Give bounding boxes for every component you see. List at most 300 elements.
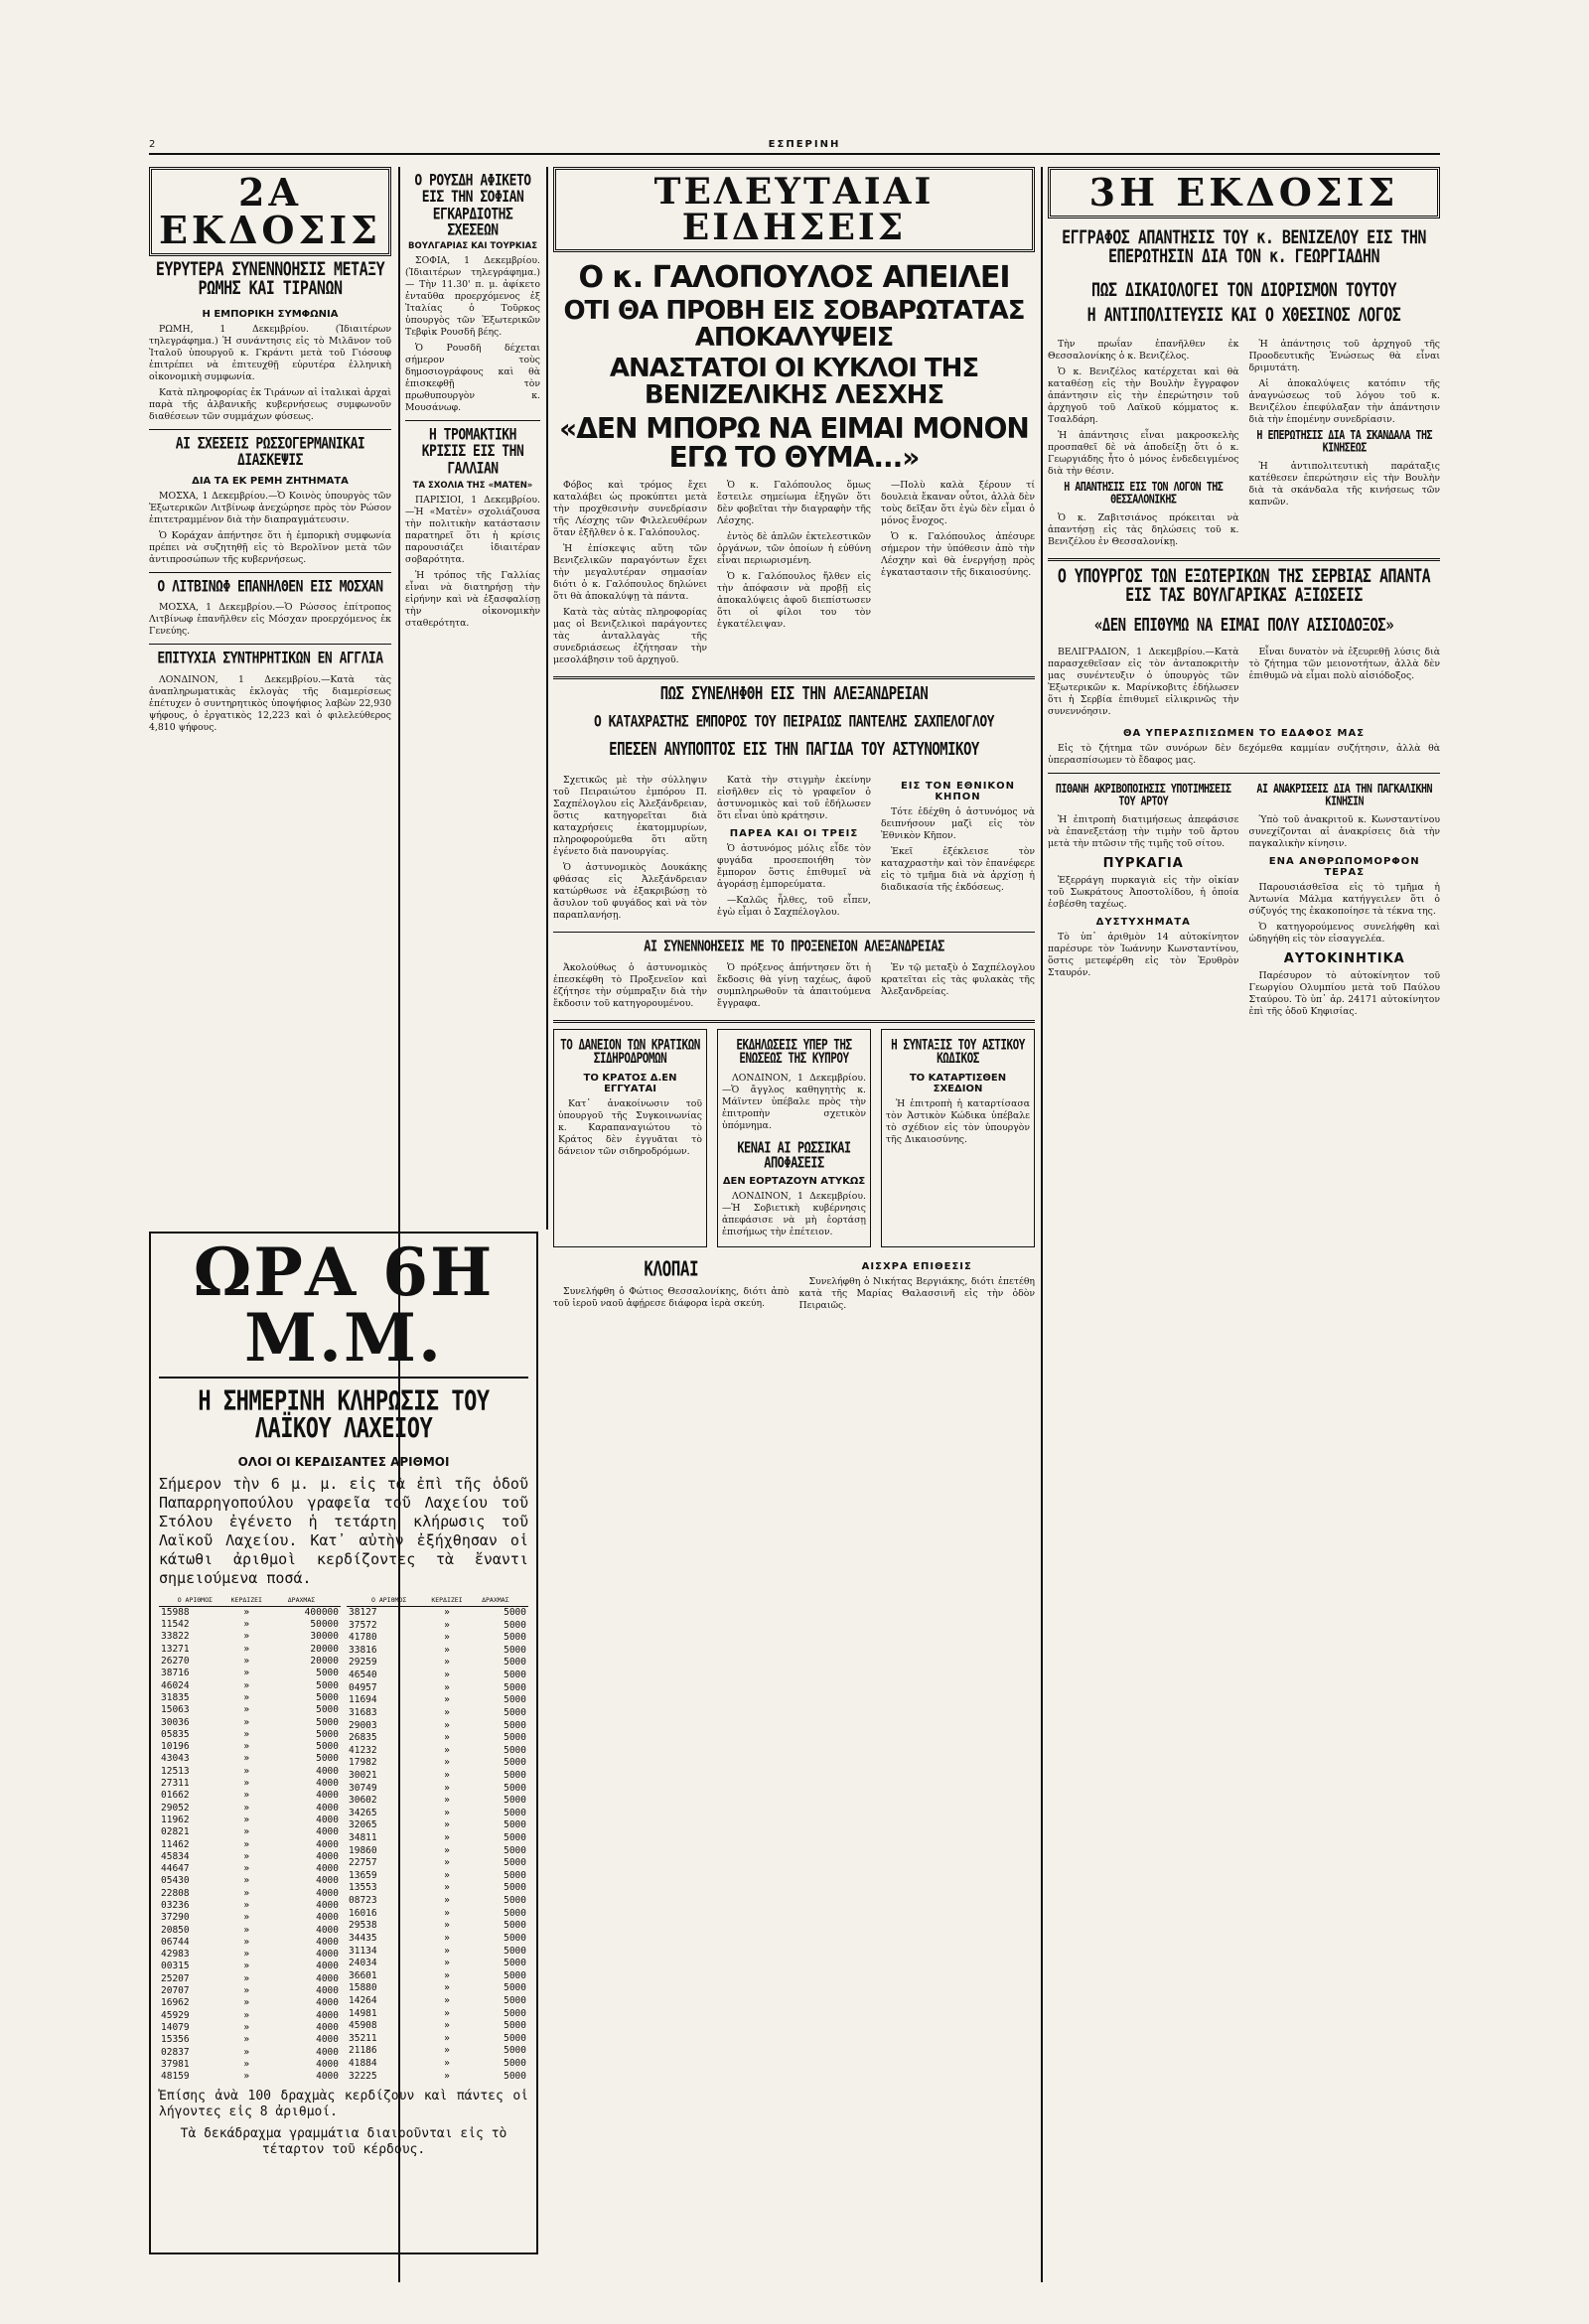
prize-amount: 5000 xyxy=(316,1668,339,1679)
lottery-subhead: ΟΛΟΙ ΟΙ ΚΕΡΔΙΣΑΝΤΕΣ ΑΡΙΘΜΟΙ xyxy=(237,1454,450,1469)
prize-amount: 5000 xyxy=(504,1694,526,1706)
paragraph: Τὴν πρωΐαν ἐπανῆλθεν ἐκ Θεσσαλονίκης ὁ κ. Βενιζέλος. xyxy=(1048,339,1239,363)
paragraph: Ἡ ἀπάντησις εἶναι μακροσκελὴς προσπαθεῖ δὲ νὰ ἀποδείξῃ ὅτι ὁ κ. Γεωργιάδης ἦτο ὁ μόνος ἐνδεδειγμένος διὰ τὴν θέσιν. xyxy=(1048,430,1239,478)
divider xyxy=(553,932,1035,933)
section-head: ΠΑΡΕΑ ΚΑΙ ΟΙ ΤΡΕΙΣ xyxy=(729,828,859,840)
paragraph: Σχετικῶς μὲ τὴν σύλληψιν τοῦ Πειραιώτου ἐμπόρου Π. Σαχπέλογλου εἰς Ἀλεξάνδρειαν, ὅστις κατηγορεῖται διὰ καταχρήσεις ἐκατομμυρίων, πληροφορούμεθα ὅτι αὕτη ἐγένετο διὰ πανουργίας. xyxy=(553,775,707,858)
ticket-number: 02837 xyxy=(161,2046,190,2058)
results-table-wrap xyxy=(159,1594,528,2084)
ticket-number: 11962 xyxy=(161,1814,190,1825)
paragraph: Ἡ ἐπιτροπὴ διατιμήσεως ἀπεφάσισε νὰ ἐπανεξετάσῃ τὴν τιμὴν τοῦ ἄρτου μετὰ τὴν πτῶσιν τῆς τιμῆς τοῦ σίτου. xyxy=(1048,813,1239,849)
paragraph: Τὸ ὑπ᾽ ἀριθμὸν 14 αὐτοκίνητον παρέσυρε τὸν Ἰωάννην Κωνσταντίνου, ὅστις μετεφέρθη εἰς τὸν Ἐρυθρὸν Σταυρόν. xyxy=(1048,931,1239,978)
ditto-mark: » xyxy=(243,1679,250,1691)
prize-amount: 5000 xyxy=(504,1681,526,1693)
ditto-mark: » xyxy=(243,1997,250,2009)
headline: Η ΕΠΕΡΩΤΗΣΙΣ ΔΙΑ ΤΑ ΣΚΑΝΔΑΛΑ ΤΗΣ ΚΙΝΗΣΕΩΣ xyxy=(1256,428,1433,456)
ditto-mark: » xyxy=(444,1657,450,1669)
edition-3-banner: 3Η ΕΚΔΟΣΙΣ xyxy=(1048,167,1440,218)
col-header-amount: ΔΡΑΧΜΑΣ xyxy=(262,1594,341,1607)
ditto-mark: » xyxy=(243,1826,250,1838)
headline: ΠΙΘΑΝΗ ΑΚΡΙΒΟΠΟΙΗΣΙΣ ΥΠΟΤΙΜΗΣΕΙΣ ΤΟΥ ΑΡΤΟΥ xyxy=(1055,783,1231,809)
ticket-number: 46540 xyxy=(349,1670,377,1681)
subhead: ΤΑ ΣΧΟΛΙΑ ΤΗΣ «ΜΑΤΕΝ» xyxy=(412,480,533,491)
table-row xyxy=(159,2010,341,2022)
paragraph: Ὁ κ. Ζαβιτσιάνος πρόκειται νὰ ἀπαντήσῃ εἰς τὰς δηλώσεις τοῦ κ. Βενιζέλου ἐν Θεσσαλονίκῃ. xyxy=(1048,511,1239,547)
prize-amount: 4000 xyxy=(316,1997,339,2009)
prize-amount: 5000 xyxy=(316,1691,339,1703)
table-row xyxy=(159,1900,341,1912)
paragraph: Παρέσυρον τὸ αὐτοκίνητον τοῦ Γεωργίου Ολυμπίου μετὰ τοῦ Παύλου Σταύρου. Τὸ ὑπ᾽ ἀρ. 24171 αὐτοκίνητον ἐπὶ τῆς ὁδοῦ Κηφισίας. xyxy=(1248,969,1440,1017)
ditto-mark: » xyxy=(444,1969,450,1981)
ditto-mark: » xyxy=(444,1607,450,1619)
column-right xyxy=(1048,167,1440,2282)
prize-amount: 5000 xyxy=(504,1994,526,2006)
headline: ΤΟ ΔΑΝΕΙΟΝ ΤΩΝ ΚΡΑΤΙΚΩΝ ΣΙΔΗΡΟΔΡΟΜΩΝ xyxy=(560,1037,700,1068)
ditto-mark: » xyxy=(444,1744,450,1756)
ticket-number: 46024 xyxy=(161,1679,190,1691)
table-row xyxy=(159,1680,341,1692)
section-head: ΠΥΡΚΑΓΙΑ xyxy=(1102,855,1184,871)
ditto-mark: » xyxy=(444,1769,450,1781)
prize-amount: 5000 xyxy=(504,1607,526,1619)
story-loan xyxy=(553,1029,707,1247)
ticket-number: 13553 xyxy=(349,1882,377,1894)
ditto-mark: » xyxy=(444,1732,450,1744)
headline: «ΔΕΝ ΕΠΙΘΥΜΩ ΝΑ ΕΙΜΑΙ ΠΟΛΥ ΑΙΣΙΟΔΟΞΟΣ» xyxy=(1093,615,1394,636)
paragraph: Ὁ πρόξενος ἀπήντησεν ὅτι ἡ ἔκδοσις θὰ γίνῃ ταχέως, ἀφοῦ συμπληρωθοῦν τὰ ἀπαιτούμενα ἔγγραφα. xyxy=(717,962,871,1010)
paragraph: Ὁ ἀστυνομικὸς Δουκάκης φθάσας εἰς Ἀλεξάνδρειαν κατώρθωσε νὰ ἐξακριβώσῃ τὸ ἄσυλον τοῦ φυγάδος καὶ νὰ τὸν παραπλανήσῃ. xyxy=(553,862,707,922)
ditto-mark: » xyxy=(243,1961,250,1972)
ticket-number: 27311 xyxy=(161,1778,190,1790)
divider xyxy=(1048,773,1440,774)
ticket-number: 14079 xyxy=(161,2021,190,2033)
ditto-mark: » xyxy=(444,2045,450,2057)
ditto-mark: » xyxy=(444,1670,450,1681)
ditto-mark: » xyxy=(243,1972,250,1984)
prize-amount: 5000 xyxy=(504,2070,526,2082)
prize-amount: 5000 xyxy=(504,1945,526,1957)
ticket-number: 22808 xyxy=(161,1887,190,1899)
prize-amount: 5000 xyxy=(504,1958,526,1969)
ticket-number: 30749 xyxy=(349,1782,377,1794)
ditto-mark: » xyxy=(444,1619,450,1631)
prize-amount: 4000 xyxy=(316,1924,339,1936)
paragraph: ΠΑΡΙΣΙΟΙ, 1 Δεκεμβρίου.—Ἡ «Ματὲν» σχολιάζουσα τὴν πολιτικὴν κατάστασιν παρατηρεῖ ὅτι ἡ κρίσις παρουσιάζει ἰδιαιτέραν σοβαρότητα. xyxy=(405,494,540,565)
ditto-mark: » xyxy=(444,2057,450,2069)
table-row xyxy=(159,1753,341,1765)
table-row xyxy=(159,1985,341,1997)
prize-amount: 4000 xyxy=(316,1949,339,1961)
ticket-number: 02821 xyxy=(161,1826,190,1838)
ticket-number: 41780 xyxy=(349,1632,377,1644)
prize-amount: 20000 xyxy=(310,1643,339,1655)
ticket-number: 43043 xyxy=(161,1753,190,1765)
ditto-mark: » xyxy=(444,1795,450,1807)
prize-amount: 5000 xyxy=(504,1782,526,1794)
col-header-number: Ο ΑΡΙΘΜΟΣ xyxy=(159,1594,231,1607)
headline: ΠΩΣ ΔΙΚΑΙΟΛΟΓΕΙ ΤΟΝ ΔΙΟΡΙΣΜΟΝ ΤΟΥΤΟΥ xyxy=(1090,278,1397,301)
lottery-headline: Η ΣΗΜΕΡΙΝΗ ΚΛΗΡΩΣΙΣ ΤΟΥ ΛΑΪΚΟΥ ΛΑΧΕΙΟΥ xyxy=(198,1385,490,1445)
prize-amount: 5000 xyxy=(504,1706,526,1718)
newspaper-page xyxy=(149,139,1440,2284)
divider xyxy=(553,1020,1035,1023)
ditto-mark: » xyxy=(243,1790,250,1802)
ticket-number: 48159 xyxy=(161,2071,190,2083)
ticket-number: 42983 xyxy=(161,1949,190,1961)
ditto-mark: » xyxy=(243,1875,250,1887)
ticket-number: 44647 xyxy=(161,1863,190,1875)
ditto-mark: » xyxy=(243,1814,250,1825)
headline: Η ΑΝΤΙΠΟΛΙΤΕΥΣΙΣ ΚΑΙ Ο ΧΘΕΣΙΝΟΣ ΛΟΓΟΣ xyxy=(1086,303,1401,326)
ditto-mark: » xyxy=(243,1912,250,1924)
ticket-number: 15880 xyxy=(349,1982,377,1994)
paragraph: Ἡ ἀπάντησις τοῦ ἀρχηγοῦ τῆς Προοδευτικῆς Ἑνώσεως θὰ εἶναι δριμυτάτη. xyxy=(1248,339,1440,374)
table-row xyxy=(347,1632,528,1645)
ticket-number: 37572 xyxy=(349,1619,377,1631)
table-row xyxy=(347,1908,528,1921)
ticket-number: 21186 xyxy=(349,2045,377,2057)
subhead: ΤΟ ΚΑΤΑΡΤΙΣΘΕΝ ΣΧΕΔΙΟΝ xyxy=(909,1072,1007,1094)
ticket-number: 33822 xyxy=(161,1631,190,1643)
ticket-number: 06744 xyxy=(161,1936,190,1948)
ticket-number: 16016 xyxy=(349,1907,377,1919)
lottery-footer: Ἐπίσης ἀνὰ 100 δραχμὰς κερδίζουν καὶ πάντες οἱ λήγοντες εἰς 8 ἀριθμοί. xyxy=(159,2089,528,2120)
ditto-mark: » xyxy=(243,2046,250,2058)
table-row xyxy=(347,1795,528,1808)
paragraph: Ὑπὸ τοῦ ἀνακριτοῦ κ. Κωνσταντίνου συνεχίζονται αἱ ἀνακρίσεις διὰ τὴν παγκαλικὴν κίνησιν. xyxy=(1248,813,1440,849)
prize-amount: 5000 xyxy=(316,1753,339,1765)
paragraph: ΡΩΜΗ, 1 Δεκεμβρίου. (Ἰδιαιτέρων τηλεγράφημα.) Ἡ συνάντησις εἰς τὸ Μιλᾶνον τοῦ Ἰταλοῦ ὑπουργοῦ κ. Γκράντι μετὰ τοῦ Γιόσουφ ἐπιτρέπει νὰ ἐπιτευχθῇ εὐρυτέρα ἑλληνικὴ οἰκονομικὴ συμφωνία. xyxy=(149,323,391,382)
prize-amount: 5000 xyxy=(504,1882,526,1894)
ticket-number: 36601 xyxy=(349,1969,377,1981)
prize-amount: 5000 xyxy=(504,1795,526,1807)
ditto-mark: » xyxy=(243,1985,250,1997)
ticket-number: 31835 xyxy=(161,1691,190,1703)
headline: Η ΑΠΑΝΤΗΣΙΣ ΕΙΣ ΤΟΝ ΛΟΓΟΝ ΤΗΣ ΘΕΣΣΑΛΟΝΙΚΗΣ xyxy=(1064,480,1224,508)
prize-amount: 5000 xyxy=(504,1832,526,1844)
table-row xyxy=(159,1766,341,1778)
ticket-number: 29003 xyxy=(349,1719,377,1731)
paragraph: Ὁ Κοράχαν ἀπήντησε ὅτι ἡ ἐμπορικὴ συμφωνία πρέπει νὰ συζητηθῇ εἰς τὸ Βερολῖνον μετὰ τῶν ἀντιπροσώπων τῆς κυβερνήσεως. xyxy=(149,530,391,566)
table-row xyxy=(159,1937,341,1949)
section-head: ΑΙΣΧΡΑ ΕΠΙΘΕΣΙΣ xyxy=(861,1261,972,1273)
prize-amount: 5000 xyxy=(504,1920,526,1932)
paragraph: ΜΟΣΧΑ, 1 Δεκεμβρίου.—Ὁ Κοινὸς ὑπουργὸς τῶν Ἐξωτερικῶν Λιτβίνωφ ἀνεχώρησε πρὸς τὸν Ρώσον ἐπιτετραμμένον διὰ τὴν διαπραγμάτευσιν. xyxy=(149,491,391,526)
paragraph: Κατ᾽ ἀνακοίνωσιν τοῦ ὑπουργοῦ τῆς Συγκοινωνίας κ. Καραπαναγιώτου τὸ Κράτος δὲν ἐγγυᾶται τὸ δάνειον τῶν σιδηροδρόμων. xyxy=(558,1097,702,1157)
table-row xyxy=(347,1945,528,1958)
paragraph: Ἀκολούθως ὁ ἀστυνομικὸς ἐπεσκέφθη τὸ Προξενεῖον καὶ ἐζήτησε τὴν σύμπραξιν διὰ τὴν ἔκδοσιν τοῦ κατηγορουμένου. xyxy=(553,962,707,1010)
ditto-mark: » xyxy=(243,1656,250,1668)
col-header-number: Ο ΑΡΙΘΜΟΣ xyxy=(347,1594,431,1607)
ditto-mark: » xyxy=(243,1643,250,1655)
paragraph: Ὁ κατηγορούμενος συνελήφθη καὶ ὡδηγήθη εἰς τὸν εἰσαγγελέα. xyxy=(1248,921,1440,944)
table-row xyxy=(347,1819,528,1832)
ditto-mark: » xyxy=(243,1691,250,1703)
ticket-number: 14981 xyxy=(349,2007,377,2019)
ditto-mark: » xyxy=(444,1757,450,1769)
prize-amount: 30000 xyxy=(310,1631,339,1643)
headline: Η ΣΥΝΤΑΞΙΣ ΤΟΥ ΑΣΤΙΚΟΥ ΚΩΔΙΚΟΣ xyxy=(891,1037,1025,1068)
results-table-left xyxy=(159,1594,341,2084)
prize-amount: 5000 xyxy=(504,1969,526,1981)
prize-amount: 5000 xyxy=(316,1704,339,1716)
paragraph: ΜΟΣΧΑ, 1 Δεκεμβρίου.—Ὁ Ρώσσος ἐπίτροπος Λιτβίνωφ ἐπανῆλθεν εἰς Μόσχαν προερχόμενος ἐκ Γενεύης. xyxy=(149,602,391,638)
section-head: ΕΙΣ ΤΟΝ ΕΘΝΙΚΟΝ ΚΗΠΟΝ xyxy=(900,781,1016,803)
results-table-right xyxy=(347,1594,528,2084)
ditto-mark: » xyxy=(444,1982,450,1994)
headline: ΕΠΕΣΕΝ ΑΝΥΠΟΠΤΟΣ ΕΙΣ ΤΗΝ ΠΑΓΙΔΑ ΤΟΥ ΑΣΤΥΝΟΜΙΚΟΥ xyxy=(609,739,979,760)
ditto-mark: » xyxy=(243,2058,250,2070)
headline: ΕΠΙΤΥΧΙΑ ΣΥΝΤΗΡΗΤΙΚΩΝ ΕΝ ΑΓΓΛΙΑ xyxy=(157,650,383,668)
ticket-number: 20850 xyxy=(161,1924,190,1936)
paragraph: Εἰς τὸ ζήτημα τῶν συνόρων δὲν δεχόμεθα καμμίαν συζήτησιν, ἀλλὰ θὰ ὑπερασπίσωμεν τὸ ἔδαφος μας. xyxy=(1048,743,1440,767)
prize-amount: 5000 xyxy=(316,1728,339,1740)
prize-amount: 4000 xyxy=(316,1802,339,1814)
ditto-mark: » xyxy=(243,1753,250,1765)
paragraph: Εἶναι δυνατὸν νὰ ἐξευρεθῇ λύσις διὰ τὸ ζήτημα τῶν μειονοτήτων, ἀλλὰ δὲν ἐπιθυμῶ νὰ εἶμαι πολὺ αἰσιόδοξος. xyxy=(1248,647,1440,682)
edition-2-banner: 2Α ΕΚΔΟΣΙΣ xyxy=(149,167,391,256)
ditto-mark: » xyxy=(444,1782,450,1794)
ditto-mark: » xyxy=(444,1632,450,1644)
ticket-number: 29052 xyxy=(161,1802,190,1814)
ticket-number: 19860 xyxy=(349,1844,377,1856)
table-row xyxy=(347,2007,528,2020)
headline: Ο ΛΙΤΒΙΝΩΦ ΕΠΑΝΗΛΘΕΝ ΕΙΣ ΜΟΣΧΑΝ xyxy=(157,577,383,597)
ditto-mark: » xyxy=(444,2007,450,2019)
paragraph: Ἡ ἀντιπολιτευτικὴ παράταξις κατέθεσεν ἐπερώτησιν εἰς τὴν Βουλὴν διὰ τὰ σκάνδαλα τῆς κινήσεως τῶν καπνῶν. xyxy=(1248,460,1440,508)
table-row xyxy=(159,1839,341,1851)
prize-amount: 4000 xyxy=(316,2058,339,2070)
section-head: ΑΥΤΟΚΙΝΗΤΙΚΑ xyxy=(1283,950,1405,966)
ticket-number: 03236 xyxy=(161,1900,190,1911)
table-row xyxy=(347,1620,528,1633)
prize-amount: 5000 xyxy=(504,1932,526,1944)
prize-amount: 4000 xyxy=(316,1863,339,1875)
paragraph: Ὁ κ. Γαλόπουλος ἤλθεν εἰς τὴν ἀπόφασιν νὰ προβῇ εἰς ἀποκαλύψεις ἀφοῦ διεπίστωσεν ὅτι οἱ φίλοι του τὸν ἐγκατέλειψαν. xyxy=(717,571,871,631)
table-row xyxy=(159,1925,341,1937)
ditto-mark: » xyxy=(444,1807,450,1818)
section-head: ΕΝΑ ΑΝΘΡΩΠΟΜΟΡΦΟΝ ΤΕΡΑΣ xyxy=(1268,855,1420,878)
ticket-number: 30021 xyxy=(349,1769,377,1781)
table-row xyxy=(159,1973,341,1985)
ditto-mark: » xyxy=(444,1869,450,1881)
ditto-mark: » xyxy=(444,1644,450,1656)
divider xyxy=(553,676,1035,679)
headline: ΕΥΡΥΤΕΡΑ ΣΥΝΕΝΝΟΗΣΙΣ ΜΕΤΑΞΥ ΡΩΜΗΣ ΚΑΙ ΤΙΡΑΝΩΝ xyxy=(155,257,385,300)
table-row xyxy=(347,1870,528,1883)
ticket-number: 41232 xyxy=(349,1744,377,1756)
prize-amount: 5000 xyxy=(504,1982,526,1994)
prize-amount: 5000 xyxy=(504,2020,526,2032)
ticket-number: 33816 xyxy=(349,1644,377,1656)
table-row xyxy=(159,1644,341,1656)
headline: ΑΙ ΣΧΕΣΕΙΣ ΡΩΣΣΟΓΕΡΜΑΝΙΚΑΙ ΔΙΑΣΚΕΨΙΣ xyxy=(175,434,365,470)
paragraph: Συνελήφθη ὁ Φώτιος Θεσσαλονίκης, διότι ἀπὸ τοῦ ἰεροῦ ναοῦ ἀφῄρεσε διάφορα ἱερὰ σκεύη. xyxy=(553,1285,790,1309)
prize-amount: 5000 xyxy=(504,2045,526,2057)
paragraph: Ὁ ἀστυνόμος μόλις εἶδε τὸν φυγάδα προσεποιήθη τὸν ἔμπορον ὅστις ἐπιθυμεῖ νὰ ἀγοράσῃ ἐμπορεύματα. xyxy=(717,843,871,891)
ticket-number: 00315 xyxy=(161,1961,190,1972)
prize-amount: 4000 xyxy=(316,1778,339,1790)
section-head: ΘΑ ΥΠΕΡΑΣΠΙΣΩΜΕΝ ΤΟ ΕΔΑΦΟΣ ΜΑΣ xyxy=(1122,728,1366,740)
ditto-mark: » xyxy=(444,2032,450,2044)
ticket-number: 13659 xyxy=(349,1869,377,1881)
prize-amount: 5000 xyxy=(504,1869,526,1881)
table-row xyxy=(347,2070,528,2083)
table-row xyxy=(159,1692,341,1704)
ditto-mark: » xyxy=(243,1619,250,1631)
ditto-mark: » xyxy=(243,2021,250,2033)
ticket-number: 35211 xyxy=(349,2032,377,2044)
ditto-mark: » xyxy=(444,1719,450,1731)
prize-amount: 5000 xyxy=(504,1744,526,1756)
ticket-number: 29259 xyxy=(349,1657,377,1669)
table-row xyxy=(347,1920,528,1933)
table-row xyxy=(347,2058,528,2071)
paragraph: ΛΟΝΔΙΝΟΝ, 1 Δεκεμβρίου.—Ἡ Σοβιετικὴ κυβέρνησις ἀπεφάσισε νὰ μὴ ἑορτάσῃ ἐπισήμως τὴν ἐπέτειον. xyxy=(722,1191,866,1238)
prize-amount: 5000 xyxy=(504,1857,526,1869)
table-row xyxy=(347,1970,528,1983)
prize-amount: 5000 xyxy=(504,1844,526,1856)
prize-amount: 5000 xyxy=(316,1716,339,1728)
table-row xyxy=(159,1778,341,1790)
ticket-number: 32225 xyxy=(349,2070,377,2082)
prize-amount: 5000 xyxy=(504,1757,526,1769)
paragraph: ΒΕΛΙΓΡΑΔΙΟΝ, 1 Δεκεμβρίου.—Κατὰ παρασχεθεῖσαν εἰς τὸν ἀνταποκριτὴν μας συνέντευξιν ὁ ὑπουργὸς τῶν Ἐξωτερικῶν κ. Μαρίνκοβιτς ἐδήλωσεν ὅτι ἡ Σερβία ἐπιθυμεῖ εἰλικρινῶς τὴν συνεννόησιν. xyxy=(1048,647,1239,718)
table-row xyxy=(159,1888,341,1900)
latest-news-banner: ΤΕΛΕΥΤΑΙΑΙ ΕΙΔΗΣΕΙΣ xyxy=(553,167,1035,252)
ticket-number: 20707 xyxy=(161,1985,190,1997)
prize-amount: 5000 xyxy=(504,2057,526,2069)
table-row xyxy=(347,1808,528,1820)
table-row xyxy=(159,2071,341,2083)
ditto-mark: » xyxy=(243,1606,250,1618)
table-row xyxy=(159,2022,341,2034)
lottery-lead: Σήμερον τὴν 6 μ. μ. εἰς τὰ ἐπὶ τῆς ὁδοῦ Παπαρρηγοπούλου γραφεῖα τοῦ Λαχείου τοῦ Στόλου ἐγένετο ἡ τετάρτη κλήρωσις τοῦ Λαϊκοῦ Λαχείου. Κατ᾽ αὐτὴν ἐξήχθησαν οἱ κάτωθι ἀριθμοὶ κερδίζοντες τὰ ἔναντι σημειούμενα ποσά. xyxy=(159,1474,528,1587)
table-row xyxy=(347,1670,528,1682)
prize-amount: 4000 xyxy=(316,2034,339,2046)
prize-amount: 5000 xyxy=(316,1741,339,1753)
table-row xyxy=(347,1982,528,1995)
table-row xyxy=(347,1645,528,1658)
paper-name: ΕΣΠΕΡΙΝΗ xyxy=(768,139,841,150)
paragraph: Κατὰ τὰς αὐτὰς πληροφορίας μας οἱ Βενιζελικοὶ παράγοντες τὰς ἀνταλλαγὰς τῆς συνεδριάσεως ἐζήτησαν τὴν μεσολάβησιν τοῦ ἀρχηγοῦ. xyxy=(553,607,707,666)
paragraph: Φόβος καὶ τρόμος ἔχει καταλάβει ὡς προκύπτει μετὰ τὴν προχθεσινὴν συνεδρίασιν τῆς Λέσχης τῶν Φιλελευθέρων ὅταν ἐξῆλθεν ὁ κ. Γαλόπουλος. xyxy=(553,480,707,539)
ticket-number: 41884 xyxy=(349,2057,377,2069)
ticket-number: 31134 xyxy=(349,1945,377,1957)
table-row xyxy=(347,1995,528,2008)
prize-amount: 5000 xyxy=(504,1907,526,1919)
table-row xyxy=(159,1729,341,1741)
column-center xyxy=(553,167,1035,2282)
prize-amount: 400000 xyxy=(304,1606,339,1618)
paragraph: Ὁ Ρουσδῆ δέχεται σήμερον τοὺς δημοσιογράφους καὶ θὰ ἐπισκεφθῇ τὸν πρωθυπουργὸν κ. Μουσάνωφ. xyxy=(405,343,540,413)
lead-headline: ΑΝΑΣΤΑΤΟΙ ΟΙ ΚΥΚΛΟΙ ΤΗΣ ΒΕΝΙΖΕΛΙΚΗΣ ΛΕΣΧΗΣ xyxy=(609,354,979,411)
ditto-mark: » xyxy=(243,1741,250,1753)
ditto-mark: » xyxy=(444,1857,450,1869)
table-row xyxy=(347,2033,528,2046)
lottery-box xyxy=(149,1232,538,2274)
table-row xyxy=(159,1863,341,1875)
ditto-mark: » xyxy=(243,1887,250,1899)
prize-amount: 4000 xyxy=(316,1765,339,1777)
col-header-amount: ΔΡΑΧΜΑΣ xyxy=(463,1594,528,1607)
ditto-mark: » xyxy=(243,1924,250,1936)
ditto-mark: » xyxy=(243,1802,250,1814)
ditto-mark: » xyxy=(444,1706,450,1718)
ditto-mark: » xyxy=(444,1844,450,1856)
prize-amount: 5000 xyxy=(504,2032,526,2044)
ditto-mark: » xyxy=(444,2070,450,2082)
ticket-number: 14264 xyxy=(349,1994,377,2006)
ticket-number: 45908 xyxy=(349,2020,377,2032)
headline: ΚΛΟΠΑΙ xyxy=(644,1256,699,1281)
lead-headline: ΟΤΙ ΘΑ ΠΡΟΒΗ ΕΙΣ ΣΟΒΑΡΩΤΑΤΑΣ ΑΠΟΚΑΛΥΨΕΙΣ xyxy=(563,295,1025,353)
table-row xyxy=(347,2045,528,2058)
table-row xyxy=(159,2059,341,2071)
ditto-mark: » xyxy=(243,1936,250,1948)
table-row xyxy=(159,1656,341,1668)
paragraph: Κατὰ τὴν στιγμὴν ἐκείνην εἰσῆλθεν εἰς τὸ γραφεῖον ὁ ἀστυνομικὸς καὶ τοῦ ἐδήλωσεν ὅτι εἶναι ὑπὸ κράτησιν. xyxy=(717,775,871,822)
table-row xyxy=(347,1832,528,1845)
ticket-number: 29538 xyxy=(349,1920,377,1932)
ticket-number: 37290 xyxy=(161,1912,190,1924)
subhead: ΒΟΥΛΓΑΡΙΑΣ ΚΑΙ ΤΟΥΡΚΙΑΣ xyxy=(408,241,537,251)
ditto-mark: » xyxy=(243,1765,250,1777)
column-second xyxy=(405,167,540,1230)
section-head: ΔΥΣΤΥΧΗΜΑΤΑ xyxy=(1095,916,1191,928)
ticket-number: 10196 xyxy=(161,1741,190,1753)
page-number: 2 xyxy=(149,139,156,150)
table-row xyxy=(159,1717,341,1729)
prize-amount: 5000 xyxy=(504,1895,526,1907)
ticket-number: 32065 xyxy=(349,1819,377,1831)
prize-amount: 5000 xyxy=(316,1679,339,1691)
ditto-mark: » xyxy=(444,1945,450,1957)
ditto-mark: » xyxy=(243,2009,250,2021)
table-row xyxy=(347,1782,528,1795)
table-row xyxy=(347,1933,528,1946)
ditto-mark: » xyxy=(444,1994,450,2006)
prize-amount: 4000 xyxy=(316,1838,339,1850)
ditto-mark: » xyxy=(243,2071,250,2083)
table-row xyxy=(347,1732,528,1745)
table-row xyxy=(347,1958,528,1970)
ticket-number: 05835 xyxy=(161,1728,190,1740)
table-row xyxy=(159,1790,341,1802)
ticket-number: 30602 xyxy=(349,1795,377,1807)
ticket-number: 11462 xyxy=(161,1838,190,1850)
running-head xyxy=(149,139,1440,155)
ticket-number: 12513 xyxy=(161,1765,190,1777)
divider xyxy=(149,644,391,645)
prize-amount: 4000 xyxy=(316,2071,339,2083)
paragraph: Αἱ ἀποκαλύψεις κατόπιν τῆς ἀναγνώσεως τοῦ λόγου τοῦ κ. Βενιζέλου ἐπεφύλαξαν τὴν ἀπάντησιν διὰ τὴν ἑπομένην συνεδρίασιν. xyxy=(1248,378,1440,426)
paragraph: Κατὰ πληροφορίας ἐκ Τιράνων αἱ ἰταλικαὶ ἀρχαὶ παρὰ τῆς ἀλβανικῆς κυβερνήσεως συμφωνοῦν διαθέσεων τῶν συμμάχων φύσεως. xyxy=(149,386,391,422)
prize-amount: 5000 xyxy=(504,1807,526,1818)
prize-amount: 5000 xyxy=(504,1657,526,1669)
table-row xyxy=(347,1757,528,1770)
table-row xyxy=(347,1770,528,1783)
ticket-number: 26835 xyxy=(349,1732,377,1744)
ticket-number: 22757 xyxy=(349,1857,377,1869)
ticket-number: 13271 xyxy=(161,1643,190,1655)
table-row xyxy=(347,1844,528,1857)
paragraph: Ἡ ἐπιτροπὴ ἡ καταρτίσασα τὸν Ἀστικὸν Κώδικα ὑπέβαλε τὸ σχέδιον εἰς τὸν ὑπουργὸν τῆς Δικαιοσύνης. xyxy=(886,1097,1030,1145)
prize-amount: 4000 xyxy=(316,1972,339,1984)
headline: ΕΓΓΡΑΦΟΣ ΑΠΑΝΤΗΣΙΣ ΤΟΥ κ. ΒΕΝΙΖΕΛΟΥ ΕΙΣ ΤΗΝ ΕΠΕΡΩΤΗΣΙΝ ΔΙΑ ΤΟΝ κ. ΓΕΩΡΓΙΑΔΗΝ xyxy=(1062,225,1426,268)
table-row xyxy=(159,1619,341,1631)
ditto-mark: » xyxy=(444,2020,450,2032)
